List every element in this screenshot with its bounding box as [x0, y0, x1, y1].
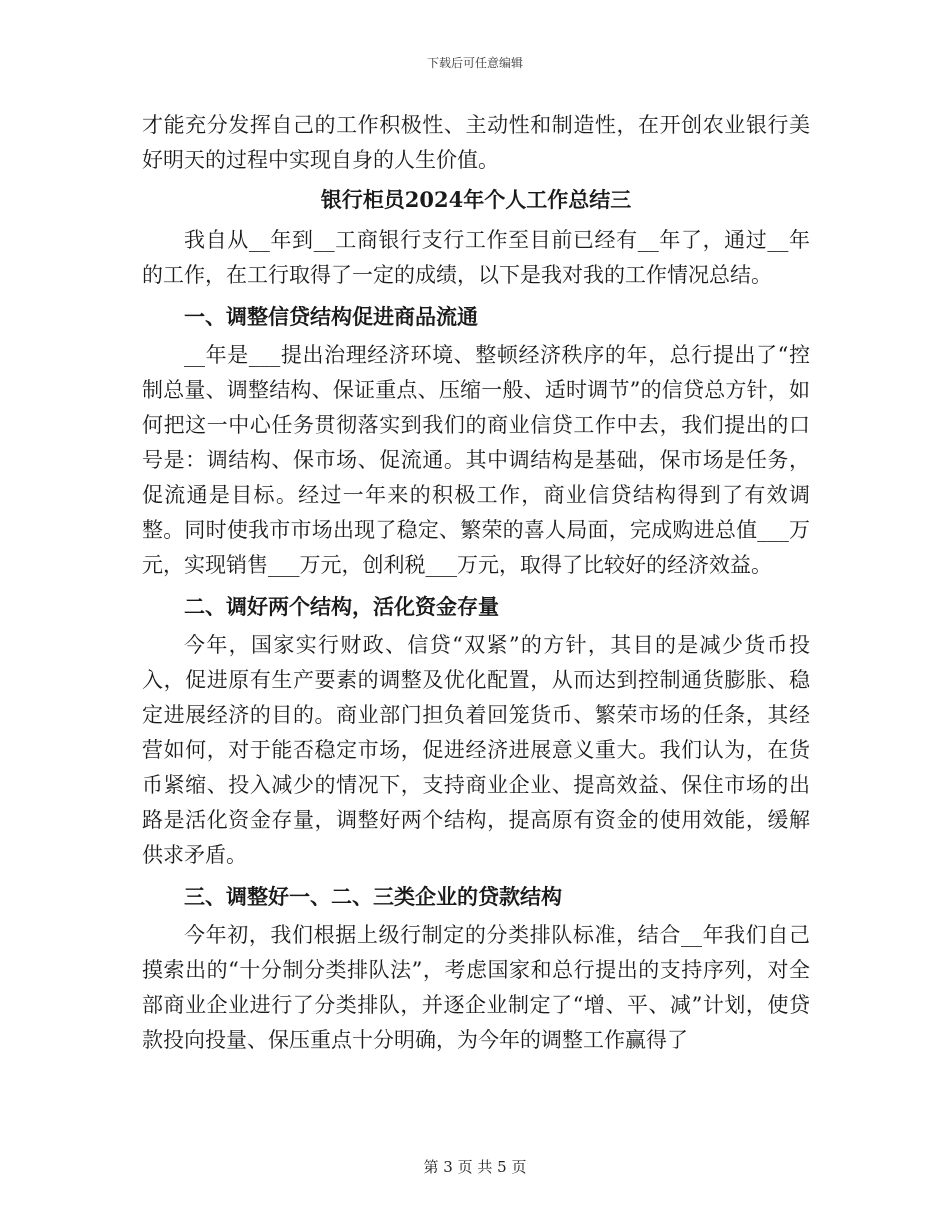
paragraph-1: 我自从__年到__工商银行支行工作至目前已经有__年了，通过__年的工作，在工行取得了一定的成绩，以下是我对我的工作情况总结。	[142, 228, 810, 287]
document-body	[142, 108, 810, 1058]
page-number: 第 3 页 共 5 页	[423, 1158, 527, 1176]
section-heading-3: 三、调整好一、二、三类企业的贷款结构	[184, 884, 562, 909]
section-heading-1: 一、调整信贷结构促进商品流通	[184, 304, 478, 329]
paragraph-2: __年是___提出治理经济环境、整顿经济秩序的年，总行提出了“控制总量、调整结构、保证重点、压缩一般、适时调节”的信贷总方针，如何把这一中心任务贯彻落实到我们的商业信贷工作中去，我们提出的口号是：调结构、保市场、促流通。其中调结构是基础，保市场是任务，促流通是目标。经过一年来的积极工作，商业信贷结构得到了有效调整。同时使我市市场出现了稳定、繁荣的喜人局面，完成购进总值___万元，实现销售___万元，创利税___万元，取得了比较好的经济效益。	[142, 343, 810, 577]
section-heading-2: 二、调好两个结构，活化资金存量	[184, 594, 499, 619]
intro-paragraph: 才能充分发挥自己的工作积极性、主动性和制造性，在开创农业银行美好明天的过程中实现自身的人生价值。	[142, 113, 810, 172]
header-note: 下载后可任意编辑	[426, 56, 523, 70]
document-title: 银行柜员2024年个人工作总结三	[320, 187, 632, 212]
paragraph-3: 今年，国家实行财政、信贷“双紧”的方针，其目的是减少货币投入，促进原有生产要素的调整及优化配置，从而达到控制通货膨胀、稳定进展经济的目的。商业部门担负着回笼货币、繁荣市场的任条，其经营如何，对于能否稳定市场，促进经济进展意义重大。我们认为，在货币紧缩、投入减少的情况下，支持商业企业、提高效益、保住市场的出路是活化资金存量，调整好两个结构，提高原有资金的使用效能，缓解供求矛盾。	[142, 633, 810, 867]
paragraph-4: 今年初，我们根据上级行制定的分类排队标准，结合__年我们自己摸索出的“十分制分类排队法”，考虑国家和总行提出的支持序列，对全部商业企业进行了分类排队，并逐企业制定了“增、平、减”计划，使贷款投向投量、保压重点十分明确，为今年的调整工作赢得了	[142, 923, 810, 1052]
